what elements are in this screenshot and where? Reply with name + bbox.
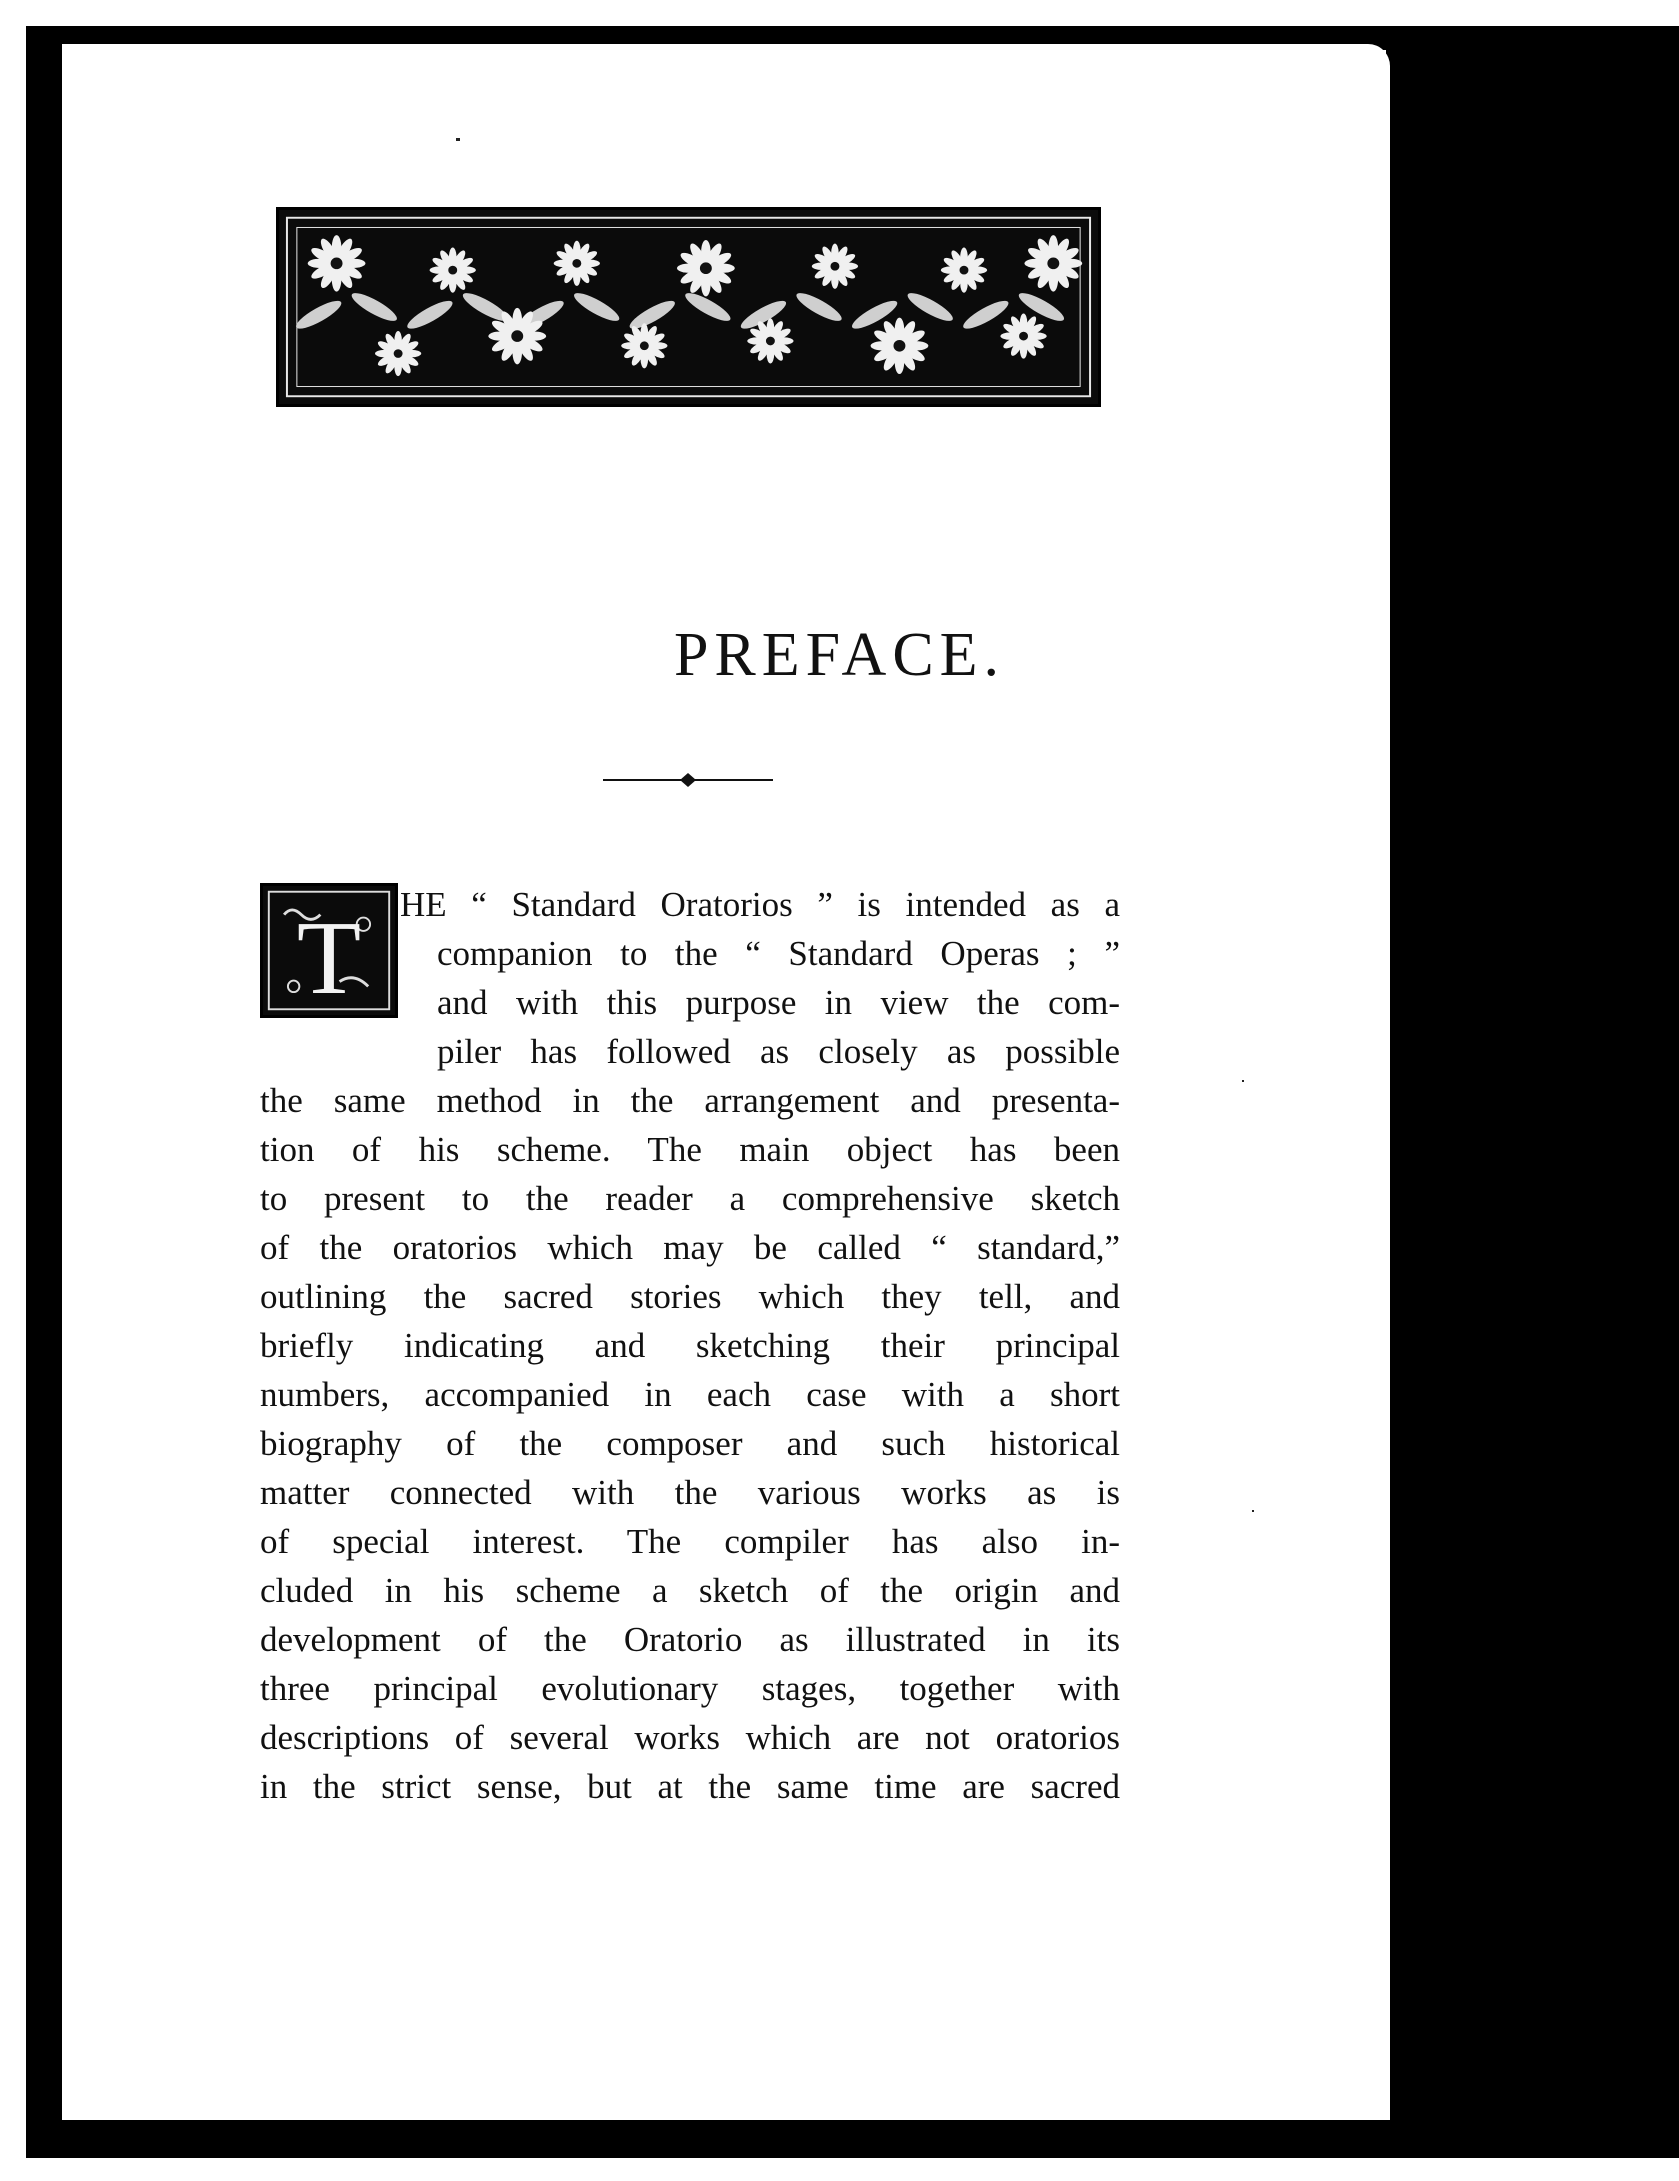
flower-ornament (621, 323, 667, 368)
leaf-ornament (348, 289, 400, 326)
leaf-ornament (904, 289, 956, 326)
text-line: descriptions of several works which are not oratorios (260, 1718, 1120, 1757)
text-line: companion to the “ Standard Operas ; ” (437, 934, 1120, 973)
flower-ornament (1000, 314, 1046, 359)
text-line: and with this purpose in view the com- (437, 983, 1120, 1022)
text-line: cluded in his scheme a sketch of the origin and (260, 1571, 1120, 1610)
text-line: numbers, accompanied in each case with a short (260, 1375, 1120, 1414)
text-line: tion of his scheme. The main object has been (260, 1130, 1120, 1169)
flower-ornament (430, 248, 476, 293)
scan-border-right (1386, 26, 1679, 2158)
text-line: matter connected with the various works as is (260, 1473, 1120, 1512)
diamond-rule-icon (603, 770, 773, 790)
scan-border-left (26, 26, 66, 2157)
text-line: of the oratorios which may be called “ standard,” (260, 1228, 1120, 1267)
flower-ornament (677, 240, 735, 296)
text-line: briefly indicating and sketching their principal (260, 1326, 1120, 1365)
page-speck (1252, 1510, 1254, 1512)
leaf-ornament (960, 296, 1012, 333)
text-line: the same method in the arrangement and presenta- (260, 1081, 1120, 1120)
flower-ornament (554, 241, 600, 286)
flower-ornament (308, 235, 366, 291)
leaf-ornament (793, 289, 845, 326)
text-line: in the strict sense, but at the same time are sacred (260, 1767, 1120, 1806)
flower-ornament (375, 331, 421, 376)
text-line: of special interest. The compiler has also in- (260, 1522, 1120, 1561)
leaf-ornament (293, 296, 345, 333)
scan-border-bottom (26, 2116, 1410, 2158)
page-title: PREFACE. (673, 621, 1006, 689)
flower-ornament (941, 248, 987, 293)
text-line: to present to the reader a comprehensive sketch (260, 1179, 1120, 1218)
text-line: development of the Oratorio as illustrated in its (260, 1620, 1120, 1659)
page-speck (1242, 1080, 1244, 1082)
page-speck (456, 138, 460, 141)
text-line: biography of the composer and such historical (260, 1424, 1120, 1463)
drop-cap-letter: T (296, 899, 362, 1015)
leaf-ornament (404, 296, 456, 333)
flower-ornament (1024, 235, 1082, 291)
ornate-initial-icon (260, 883, 398, 1018)
text-line: piler has followed as closely as possible (437, 1032, 1120, 1071)
leaf-ornament (571, 289, 623, 326)
flower-ornament (871, 318, 929, 374)
text-line: outlining the sacred stories which they tell, and (260, 1277, 1120, 1316)
flower-ornament (812, 244, 858, 289)
floral-band-icon (276, 207, 1101, 407)
text-line: HE “ Standard Oratorios ” is intended as a (400, 885, 1120, 924)
text-line: three principal evolutionary stages, together with (260, 1669, 1120, 1708)
